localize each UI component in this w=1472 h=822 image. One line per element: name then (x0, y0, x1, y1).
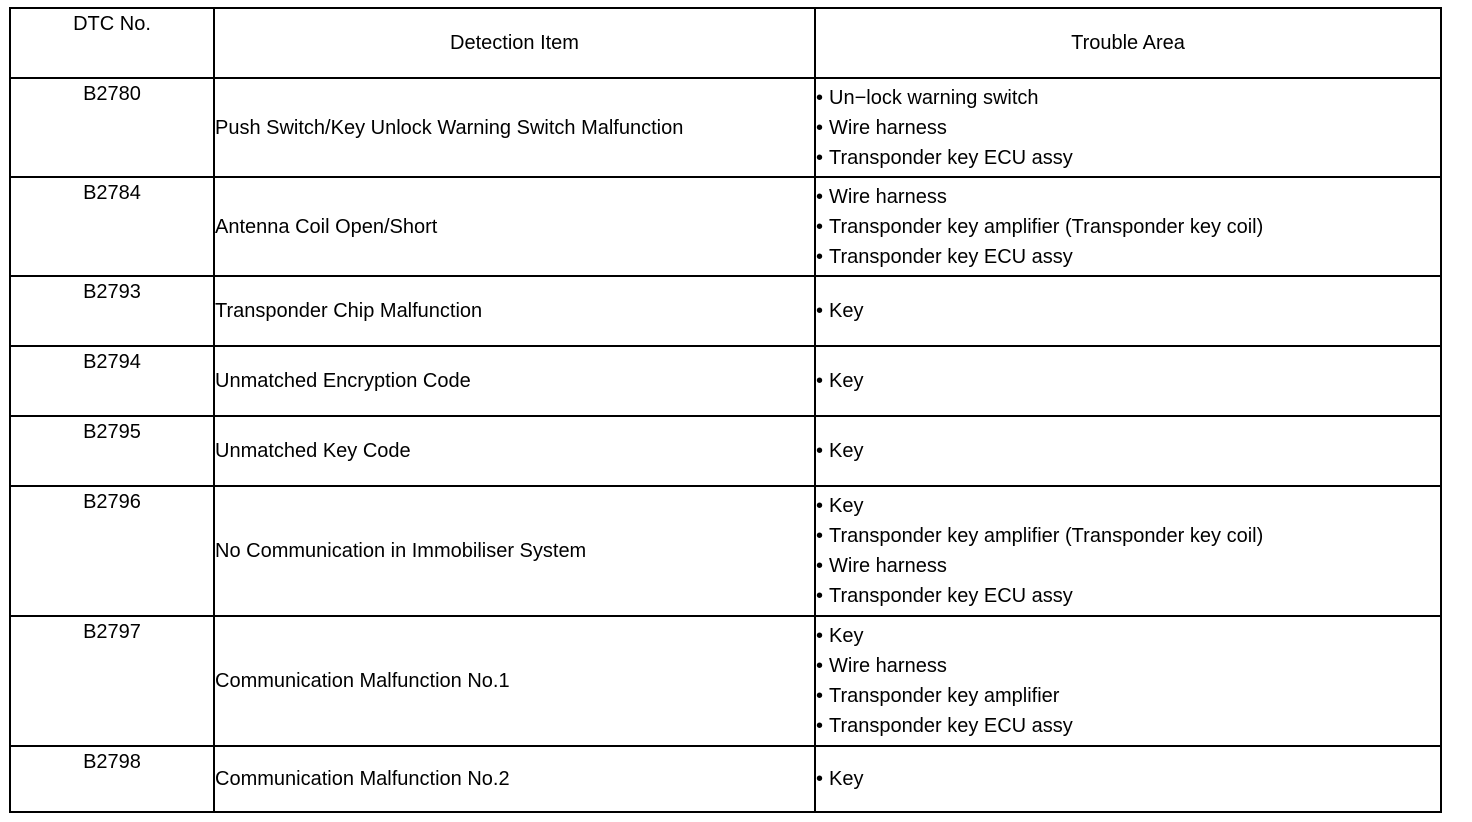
bullet-icon: • (816, 625, 824, 647)
trouble-area-item (816, 143, 1440, 173)
bullet-icon: • (816, 300, 824, 322)
trouble-area-item (816, 551, 1440, 581)
detection-item: Communication Malfunction No.1 (214, 616, 815, 746)
trouble-area-text: Transponder key ECU assy (829, 146, 1073, 169)
trouble-area-item (816, 491, 1440, 521)
trouble-area-text: Transponder key amplifier (Transponder key coil) (829, 215, 1264, 238)
trouble-area-item (816, 436, 1440, 466)
trouble-area-text: Transponder key ECU assy (829, 715, 1073, 737)
dtc-code: B2798 (10, 746, 214, 812)
trouble-area-text: Key (829, 440, 864, 462)
trouble-area-text: Key (829, 300, 864, 322)
trouble-area (815, 78, 1441, 177)
bullet-icon: • (816, 525, 824, 547)
trouble-area-text: Transponder key ECU assy (829, 585, 1073, 607)
trouble-area (815, 177, 1441, 276)
dtc-code: B2796 (10, 486, 214, 616)
dtc-code: B2797 (10, 616, 214, 746)
trouble-area-item (816, 521, 1440, 551)
trouble-area-item (816, 764, 1440, 794)
trouble-area-text: Wire harness (829, 185, 947, 208)
bullet-icon: • (816, 215, 824, 238)
trouble-area (815, 416, 1441, 486)
trouble-area-item (816, 651, 1440, 681)
trouble-area-text: Wire harness (829, 655, 947, 677)
header-detection-item: Detection Item (214, 8, 815, 78)
trouble-area (815, 746, 1441, 812)
bullet-icon: • (816, 370, 824, 392)
trouble-area-text: Un−lock warning switch (829, 86, 1039, 109)
bullet-icon: • (816, 715, 824, 737)
trouble-area (815, 486, 1441, 616)
trouble-area-text: Key (829, 370, 864, 392)
table-row (10, 486, 1441, 616)
bullet-icon: • (816, 116, 824, 139)
header-trouble-area: Trouble Area (815, 8, 1441, 78)
bullet-icon: • (816, 245, 824, 268)
trouble-area-text: Key (829, 495, 864, 517)
table-row (10, 346, 1441, 416)
dtc-code: B2784 (10, 177, 214, 276)
dtc-code: B2794 (10, 346, 214, 416)
trouble-area-text: Transponder key amplifier (Transponder key coil) (829, 525, 1264, 547)
table-row (10, 416, 1441, 486)
dtc-code: B2793 (10, 276, 214, 346)
detection-item: Unmatched Key Code (214, 416, 815, 486)
bullet-icon: • (816, 440, 824, 462)
trouble-area-item (816, 621, 1440, 651)
bullet-icon: • (816, 685, 824, 707)
dtc-code: B2795 (10, 416, 214, 486)
table-body (10, 78, 1441, 812)
trouble-area (815, 346, 1441, 416)
table-row (10, 177, 1441, 276)
detection-item: Transponder Chip Malfunction (214, 276, 815, 346)
dtc-table (9, 7, 1442, 813)
bullet-icon: • (816, 86, 824, 109)
bullet-icon: • (816, 655, 824, 677)
trouble-area-text: Key (829, 625, 864, 647)
trouble-area-text: Transponder key ECU assy (829, 245, 1073, 268)
trouble-area-item (816, 242, 1440, 272)
trouble-area-item (816, 581, 1440, 611)
trouble-area-text: Transponder key amplifier (829, 685, 1060, 707)
bullet-icon: • (816, 146, 824, 169)
detection-item: Communication Malfunction No.2 (214, 746, 815, 812)
trouble-area-text: Wire harness (829, 116, 947, 139)
header-dtc-no: DTC No. (10, 8, 214, 78)
trouble-area-item (816, 366, 1440, 396)
bullet-icon: • (816, 768, 824, 790)
trouble-area-text: Wire harness (829, 555, 947, 577)
trouble-area-item (816, 83, 1440, 113)
table-row (10, 276, 1441, 346)
trouble-area-item (816, 296, 1440, 326)
detection-item: No Communication in Immobiliser System (214, 486, 815, 616)
trouble-area (815, 616, 1441, 746)
bullet-icon: • (816, 585, 824, 607)
table-header-row (10, 8, 1441, 78)
trouble-area (815, 276, 1441, 346)
table-row (10, 616, 1441, 746)
trouble-area-item (816, 182, 1440, 212)
detection-item: Antenna Coil Open/Short (214, 177, 815, 276)
trouble-area-item (816, 113, 1440, 143)
bullet-icon: • (816, 495, 824, 517)
trouble-area-item (816, 681, 1440, 711)
trouble-area-item (816, 711, 1440, 741)
detection-item: Push Switch/Key Unlock Warning Switch Malfunction (214, 78, 815, 177)
trouble-area-item (816, 212, 1440, 242)
dtc-code: B2780 (10, 78, 214, 177)
table-row (10, 746, 1441, 812)
bullet-icon: • (816, 185, 824, 208)
detection-item: Unmatched Encryption Code (214, 346, 815, 416)
bullet-icon: • (816, 555, 824, 577)
trouble-area-text: Key (829, 768, 864, 790)
table-row (10, 78, 1441, 177)
